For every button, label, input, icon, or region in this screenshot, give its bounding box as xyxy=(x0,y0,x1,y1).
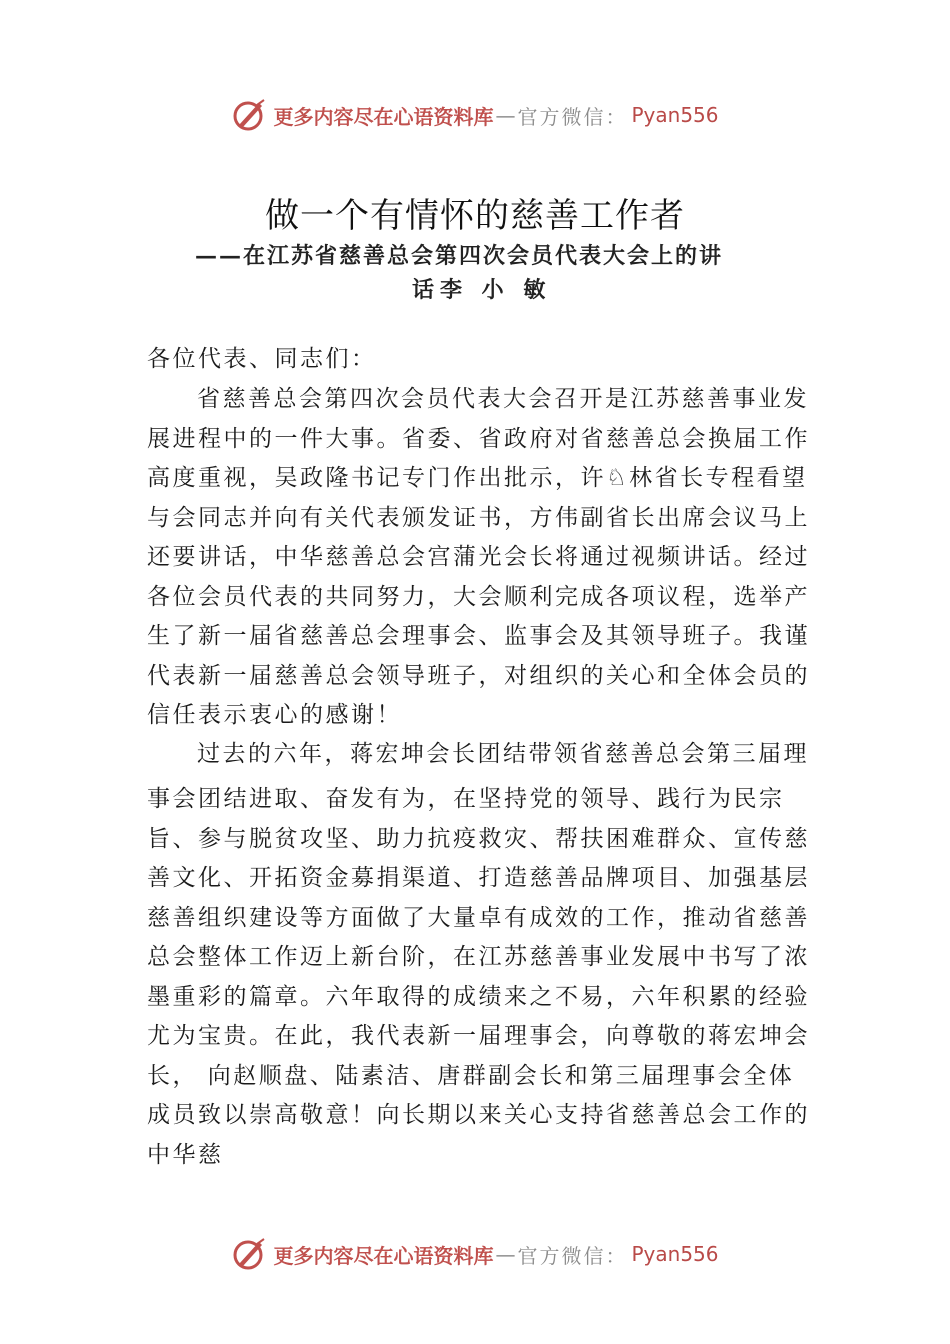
banner-text: 更多内容尽在心语资料库 xyxy=(273,1243,494,1268)
banner-text: 更多内容尽在心语资料库 xyxy=(273,104,494,129)
document-title: 做一个有情怀的慈善工作者 xyxy=(265,196,685,236)
banner-wechat-label: 官方微信： xyxy=(517,104,628,129)
speaker-line: 话李 小 敏 xyxy=(412,277,552,303)
header-banner xyxy=(0,93,950,137)
banner-wechat-id: Pyan556 xyxy=(631,103,719,127)
paragraph-1 xyxy=(147,380,819,736)
paragraph-2-body: 事会团结进取、奋发有为，在坚持党的领导、践行为民宗旨、参与脱贫攻坚、助力抗疫救灾、帮扶困难群众、宣传慈善文化、开拓资金募捐渠道、打造慈善品牌项目、加强基层慈善组织建设等方面做了大量卓有成效的工作，推动省慈善总会整体工作迈上新台阶，在江苏慈善事业发展中书写了浓墨重彩的篇章。六年取得的成绩来之不易，六年积累的经验尤为宝贵。在此，我代表新一届理事会，向尊敬的蒋宏坤会长， 向赵顺盘、陆素洁、唐群副会长和第三届理事会全体成员致以崇高敬意！向长期以来关心支持省慈善总会工作的中华慈 xyxy=(147,786,810,1168)
footer-banner xyxy=(0,1232,950,1276)
quill-pen-logo-icon xyxy=(231,97,267,133)
banner-separator: — xyxy=(495,103,516,127)
banner-separator: — xyxy=(495,1242,516,1266)
banner-wechat-id: Pyan556 xyxy=(631,1242,719,1266)
paragraph-1-part-a: 省慈善总会第四次会员代表大会召开是江苏慈善事业发展进程中的一件大事。省委、省政府对省慈善总会换届工作高度重视，吴政隆书记专门作出批示，许 xyxy=(147,386,810,491)
banner-wechat-label: 官方微信： xyxy=(517,1243,628,1268)
paragraph-2-first-line: 过去的六年，蒋宏坤会长团结带领省慈善总会第三届理 xyxy=(197,741,809,767)
document-subtitle: ——在江苏省慈善总会第四次会员代表大会上的讲 xyxy=(195,243,724,269)
paragraph-1-part-b: 林省长专程看望与会同志并向有关代表颁发证书，方伟副省长出席会议马上还要讲话，中华慈善总会宫蒲光会长将通过视频讲话。经过各位会员代表的共同努力，大会顺利完成各项议程，选举产生了新一届省慈善总会理事会、监事会及其领导班子。我谨代表新一届慈善总会领导班子，对组织的关心和全体会员的信任表示衷心的感谢！ xyxy=(147,465,810,728)
missing-glyph: ♘ xyxy=(606,465,630,491)
greeting: 各位代表、同志们： xyxy=(147,346,377,372)
quill-pen-logo-icon xyxy=(231,1236,267,1272)
